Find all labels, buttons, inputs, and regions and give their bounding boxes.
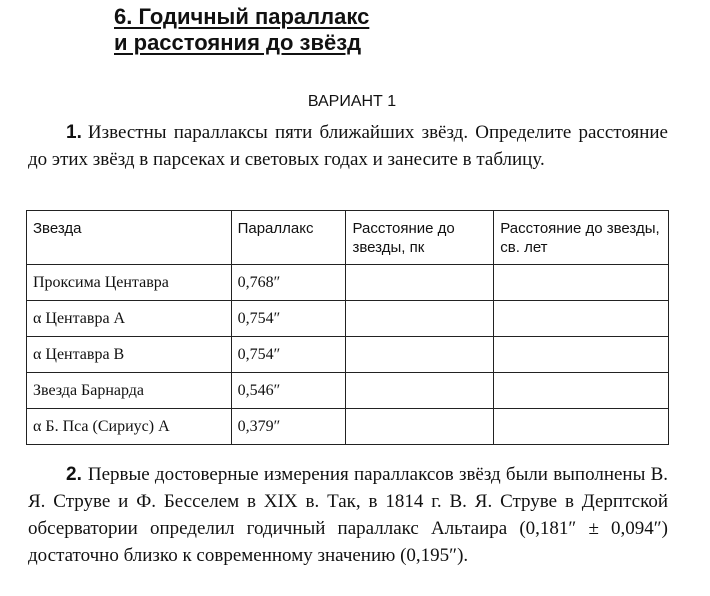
table-row [27,265,669,301]
section-title [114,4,369,56]
variant-label: ВАРИАНТ 1 [307,93,397,110]
header-distance-ly: Расстояние до звезды, св. лет [494,211,669,265]
star-name: α Центавра В [27,337,232,373]
task-2-number: 2. [66,464,82,485]
header-parallax: Параллакс [231,211,346,265]
task-1-text: Известны параллаксы пяти ближайших звёзд. Определите расстояние до этих звёзд в парсеках и световых годах и занесите в таблицу. [28,122,668,170]
distance-pc-cell[interactable] [346,373,494,409]
parallax-table [26,210,669,445]
task-2-text: Первые достоверные измерения параллаксов звёзд были выполнены В. Я. Струве и Ф. Бесселем в XIX в. Так, в 1814 г. В. Я. Струве в Дерптской обсерватории определил годичный параллакс Альтаира (0,181″ ± 0,094″) достаточно близко к современному значению (0,195″). [28,464,668,566]
distance-ly-cell[interactable] [494,409,669,445]
table-row [27,301,669,337]
table-row [27,337,669,373]
variant-heading [0,93,710,111]
section-title-line-1: 6. Годичный параллакс [114,4,370,29]
star-name: α Центавра А [27,301,232,337]
distance-ly-cell[interactable] [494,373,669,409]
distance-pc-cell[interactable] [346,301,494,337]
table-row [27,409,669,445]
star-name: Звезда Барнарда [27,373,232,409]
header-star: Звезда [27,211,232,265]
parallax-value: 0,754″ [231,301,346,337]
star-name: Проксима Центавра [27,265,232,301]
section-title-line-2: и расстояния до звёзд [114,30,362,55]
parallax-value: 0,754″ [231,337,346,373]
table-header-row [27,211,669,265]
task-2 [28,461,668,569]
distance-pc-cell[interactable] [346,265,494,301]
parallax-value: 0,546″ [231,373,346,409]
header-distance-pc: Расстояние до звезды, пк [346,211,494,265]
distance-ly-cell[interactable] [494,301,669,337]
distance-ly-cell[interactable] [494,265,669,301]
task-1 [28,119,668,173]
parallax-value: 0,379″ [231,409,346,445]
distance-ly-cell[interactable] [494,337,669,373]
parallax-value: 0,768″ [231,265,346,301]
task-1-number: 1. [66,122,82,143]
star-name: α Б. Пса (Сириус) А [27,409,232,445]
distance-pc-cell[interactable] [346,337,494,373]
distance-pc-cell[interactable] [346,409,494,445]
table-row [27,373,669,409]
